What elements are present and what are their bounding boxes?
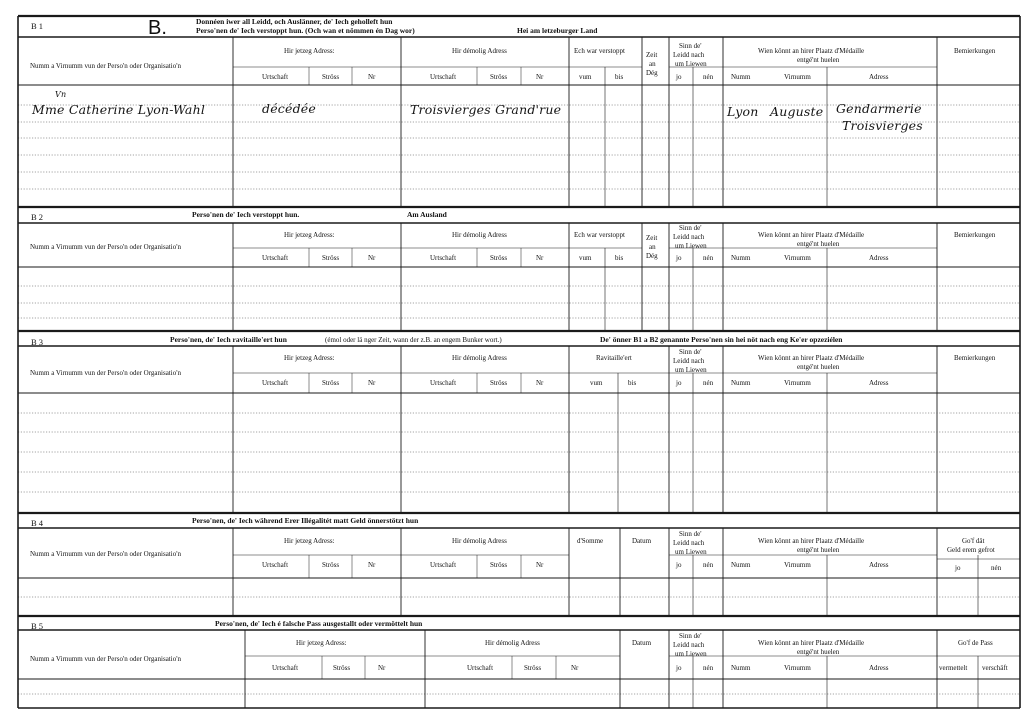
b4-col-stross: Ströss bbox=[322, 561, 340, 569]
b1-col-no: nén bbox=[703, 73, 714, 81]
b2-col-time-2: an bbox=[649, 243, 656, 251]
b3-col-name: Numm a Virnumm vun der Perso'n oder Organisatio'n bbox=[30, 369, 181, 377]
b2-col-yes: jo bbox=[676, 254, 682, 262]
b3-col-supplied: Ravitaille'ert bbox=[596, 354, 632, 362]
b1-col-stross-2: Ströss bbox=[490, 73, 508, 81]
b2-col-medal-2: entgé'nt huelen bbox=[797, 240, 840, 248]
b4-col-virnumm: Virnumm bbox=[784, 561, 811, 569]
b5-col-nr-2: Nr bbox=[571, 664, 579, 672]
b3-col-stross-2: Ströss bbox=[490, 379, 508, 387]
b4-col-sinn-1: Sinn de' bbox=[679, 530, 702, 538]
b3-col-sinn-2: Leidd nach bbox=[673, 357, 705, 365]
entry-medal-adress-1: Gendarmerie bbox=[836, 101, 922, 116]
b5-col-pass-given: vermettelt bbox=[939, 664, 968, 672]
b5-col-sinn-3: um Liewen bbox=[675, 650, 707, 658]
b5-col-no: nén bbox=[703, 664, 714, 672]
b5-col-sinn-2: Leidd nach bbox=[673, 641, 705, 649]
b3-col-from: vum bbox=[590, 379, 603, 387]
b2-col-medal-1: Wien könnt an hirer Plaatz d'Médaille bbox=[758, 231, 865, 239]
b4-col-stross-2: Ströss bbox=[490, 561, 508, 569]
b1-col-time-3: Dég bbox=[646, 69, 658, 77]
b5-col-stross: Ströss bbox=[333, 664, 351, 672]
b5-col-nr: Nr bbox=[378, 664, 386, 672]
b4-col-nr-2: Nr bbox=[536, 561, 544, 569]
b1-col-nr: Nr bbox=[368, 73, 376, 81]
section-b5-code: B 5 bbox=[31, 621, 44, 631]
entry-medal-adress-2: Troisvierges bbox=[842, 118, 923, 133]
b2-col-no: nén bbox=[703, 254, 714, 262]
b4-col-medal-2: entgé'nt huelen bbox=[797, 546, 840, 554]
b3-col-sinn-3: um Liewen bbox=[675, 366, 707, 374]
b2-col-urtschaft-2: Urtschaft bbox=[430, 254, 457, 262]
b1-col-sinn-3: um Liewen bbox=[675, 60, 707, 68]
b4-col-urtschaft: Urtschaft bbox=[262, 561, 289, 569]
b1-col-medal-1: Wien könnt an hirer Plaatz d'Médaille bbox=[758, 47, 865, 55]
b5-col-pass-made: verschäft bbox=[982, 664, 1008, 672]
b2-col-nr-2: Nr bbox=[536, 254, 544, 262]
section-b4-code: B 4 bbox=[31, 518, 44, 528]
b1-col-to: bis bbox=[615, 73, 624, 81]
b5-col-medal-2: entgé'nt huelen bbox=[797, 648, 840, 656]
b1-col-nr-2: Nr bbox=[536, 73, 544, 81]
b3-col-medal-1: Wien könnt an hirer Plaatz d'Médaille bbox=[758, 354, 865, 362]
b1-col-time-1: Zeit bbox=[646, 51, 658, 59]
b4-col-sinn-2: Leidd nach bbox=[673, 539, 705, 547]
entry-current-address: décédée bbox=[262, 101, 316, 116]
b4-col-current-address: Hir jetzeg Adress: bbox=[284, 537, 335, 545]
b2-col-name: Numm a Virnumm vun der Perso'n oder Organisatio'n bbox=[30, 243, 181, 251]
b1-col-current-address: Hir jetzeg Adress: bbox=[284, 47, 335, 55]
b5-col-sinn-1: Sinn de' bbox=[679, 632, 702, 640]
b4-col-yes: jo bbox=[676, 561, 682, 569]
header-note-1: Donnéen iwer all Leidd, och Auslänner, de' Iech geholleft hun bbox=[196, 17, 393, 26]
b5-col-stross-2: Ströss bbox=[524, 664, 542, 672]
b1-col-sinn-2: Leidd nach bbox=[673, 51, 705, 59]
b4-col-gave-yes: jo bbox=[955, 564, 961, 572]
b3-col-stross: Ströss bbox=[322, 379, 340, 387]
b2-col-hidden: Ech war verstoppt bbox=[574, 231, 625, 239]
b3-col-yes: jo bbox=[676, 379, 682, 387]
section-b3-code: B 3 bbox=[31, 337, 44, 347]
b3-col-virnumm: Virnumm bbox=[784, 379, 811, 387]
b1-col-remarks: Bemierkungen bbox=[954, 47, 996, 55]
b3-col-urtschaft: Urtschaft bbox=[262, 379, 289, 387]
b5-col-former-address: Hir démolig Adress bbox=[485, 639, 540, 647]
section-b5-title: Perso'nen, de' Iech é falsche Pass ausgestallt oder vermöttelt hun bbox=[215, 619, 423, 628]
b4-col-former-address: Hir démolig Adress bbox=[452, 537, 507, 545]
b4-col-sinn-3: um Liewen bbox=[675, 548, 707, 556]
b2-col-former-address: Hir démolig Adress bbox=[452, 231, 507, 239]
b2-col-sinn-1: Sinn de' bbox=[679, 224, 702, 232]
entry-medal-numm: Lyon bbox=[727, 104, 759, 119]
b1-col-former-address: Hir démolig Adress bbox=[452, 47, 507, 55]
b1-col-sinn-1: Sinn de' bbox=[679, 42, 702, 50]
b2-col-time-1: Zeit bbox=[646, 234, 658, 242]
section-b3-title-right: De' önner B1 a B2 genannte Perso'nen sin hei nöt nach eng Ke'er opzeziélen bbox=[600, 335, 843, 344]
b1-col-numm: Numm bbox=[731, 73, 751, 81]
b2-col-sinn-3: um Liewen bbox=[675, 242, 707, 250]
b2-col-urtschaft: Urtschaft bbox=[262, 254, 289, 262]
b2-col-to: bis bbox=[615, 254, 624, 262]
b1-col-hidden: Ech war verstoppt bbox=[574, 47, 625, 55]
b5-col-urtschaft-2: Urtschaft bbox=[467, 664, 494, 672]
b3-col-urtschaft-2: Urtschaft bbox=[430, 379, 457, 387]
b1-col-adress: Adress bbox=[869, 73, 889, 81]
b5-col-virnumm: Virnumm bbox=[784, 664, 811, 672]
b4-col-numm: Numm bbox=[731, 561, 751, 569]
b3-col-current-address: Hir jetzeg Adress: bbox=[284, 354, 335, 362]
header-note-2-right: Hei am letzeburger Land bbox=[517, 26, 598, 35]
b2-col-remarks: Bemierkungen bbox=[954, 231, 996, 239]
b5-col-current-address: Hir jetzeg Adress: bbox=[296, 639, 347, 647]
section-b4-title: Perso'nen, de' Iech während Erer Illégalitét matt Geld önnerstötzt hun bbox=[192, 516, 419, 525]
b4-col-date: Datum bbox=[632, 537, 652, 545]
b2-col-current-address: Hir jetzeg Adress: bbox=[284, 231, 335, 239]
section-b2-title-right: Am Ausland bbox=[407, 210, 447, 219]
section-b2-title: Perso'nen de' Iech verstoppt hun. bbox=[192, 210, 300, 219]
entry-former-address: Troisvierges Grand'rue bbox=[410, 102, 562, 117]
b3-col-medal-2: entgé'nt huelen bbox=[797, 363, 840, 371]
b4-col-gave-2: Geld erem gefrot bbox=[947, 546, 995, 554]
section-b3-title-note: (émol oder lä nger Zeit, wann der z.B. an engem Bunker wort.) bbox=[325, 336, 502, 344]
b3-col-adress: Adress bbox=[869, 379, 889, 387]
b2-col-stross: Ströss bbox=[322, 254, 340, 262]
b2-col-nr: Nr bbox=[368, 254, 376, 262]
b5-col-pass: Go'f de Pass bbox=[958, 639, 993, 647]
b3-col-former-address: Hir démolig Adress bbox=[452, 354, 507, 362]
b5-col-date: Datum bbox=[632, 639, 652, 647]
b4-col-urtschaft-2: Urtschaft bbox=[430, 561, 457, 569]
form-letter: B. bbox=[148, 17, 167, 39]
b2-col-virnumm: Virnumm bbox=[784, 254, 811, 262]
b4-col-name: Numm a Virnumm vun der Perso'n oder Organisatio'n bbox=[30, 550, 181, 558]
b1-col-virnumm: Virnumm bbox=[784, 73, 811, 81]
section-b2-code: B 2 bbox=[31, 212, 44, 222]
b5-col-medal-1: Wien könnt an hirer Plaatz d'Médaille bbox=[758, 639, 865, 647]
entry-name: Mme Catherine Lyon-Wahl bbox=[32, 102, 206, 117]
b2-col-sinn-2: Leidd nach bbox=[673, 233, 705, 241]
b1-col-stross: Ströss bbox=[322, 73, 340, 81]
section-b1-code: B 1 bbox=[31, 21, 44, 31]
b2-col-from: vum bbox=[579, 254, 592, 262]
b5-col-adress: Adress bbox=[869, 664, 889, 672]
b3-col-nr-2: Nr bbox=[536, 379, 544, 387]
b1-col-urtschaft-2: Urtschaft bbox=[430, 73, 457, 81]
b5-col-name: Numm a Virnumm vun der Perso'n oder Organisatio'n bbox=[30, 655, 181, 663]
b3-col-nr: Nr bbox=[368, 379, 376, 387]
b1-col-from: vum bbox=[579, 73, 592, 81]
b5-col-urtschaft: Urtschaft bbox=[272, 664, 299, 672]
b1-col-medal-2: entgé'nt huelen bbox=[797, 56, 840, 64]
b2-col-stross-2: Ströss bbox=[490, 254, 508, 262]
b3-col-sinn-1: Sinn de' bbox=[679, 348, 702, 356]
b2-col-time-3: Dég bbox=[646, 252, 658, 260]
header-note-2: Perso'nen de' Iech verstoppt hun. (Och wan et nömmen én Dag wor) bbox=[196, 26, 415, 35]
b2-col-numm: Numm bbox=[731, 254, 751, 262]
b1-col-yes: jo bbox=[676, 73, 682, 81]
b2-col-adress: Adress bbox=[869, 254, 889, 262]
b4-col-gave-1: Go'f dät bbox=[962, 537, 985, 545]
b4-col-sum: d'Somme bbox=[577, 537, 604, 545]
b4-col-adress: Adress bbox=[869, 561, 889, 569]
entry-medal-virnumm: Auguste bbox=[770, 104, 824, 119]
b1-col-time-2: an bbox=[649, 60, 656, 68]
b4-col-nr: Nr bbox=[368, 561, 376, 569]
b1-col-urtschaft: Urtschaft bbox=[262, 73, 289, 81]
b4-col-gave-no: nén bbox=[991, 564, 1002, 572]
b5-col-yes: jo bbox=[676, 664, 682, 672]
entry-name-superscript: Vn bbox=[55, 90, 67, 99]
section-b3-title: Perso'nen, de' Iech ravitaille'ert hun bbox=[170, 335, 287, 344]
b3-col-numm: Numm bbox=[731, 379, 751, 387]
b3-col-to: bis bbox=[628, 379, 637, 387]
b3-col-no: nén bbox=[703, 379, 714, 387]
b4-col-medal-1: Wien könnt an hirer Plaatz d'Médaille bbox=[758, 537, 865, 545]
b1-col-name: Numm a Virnumm vun der Perso'n oder Organisatio'n bbox=[30, 62, 181, 70]
b3-col-remarks: Bemierkungen bbox=[954, 354, 996, 362]
b4-col-no: nén bbox=[703, 561, 714, 569]
b5-col-numm: Numm bbox=[731, 664, 751, 672]
